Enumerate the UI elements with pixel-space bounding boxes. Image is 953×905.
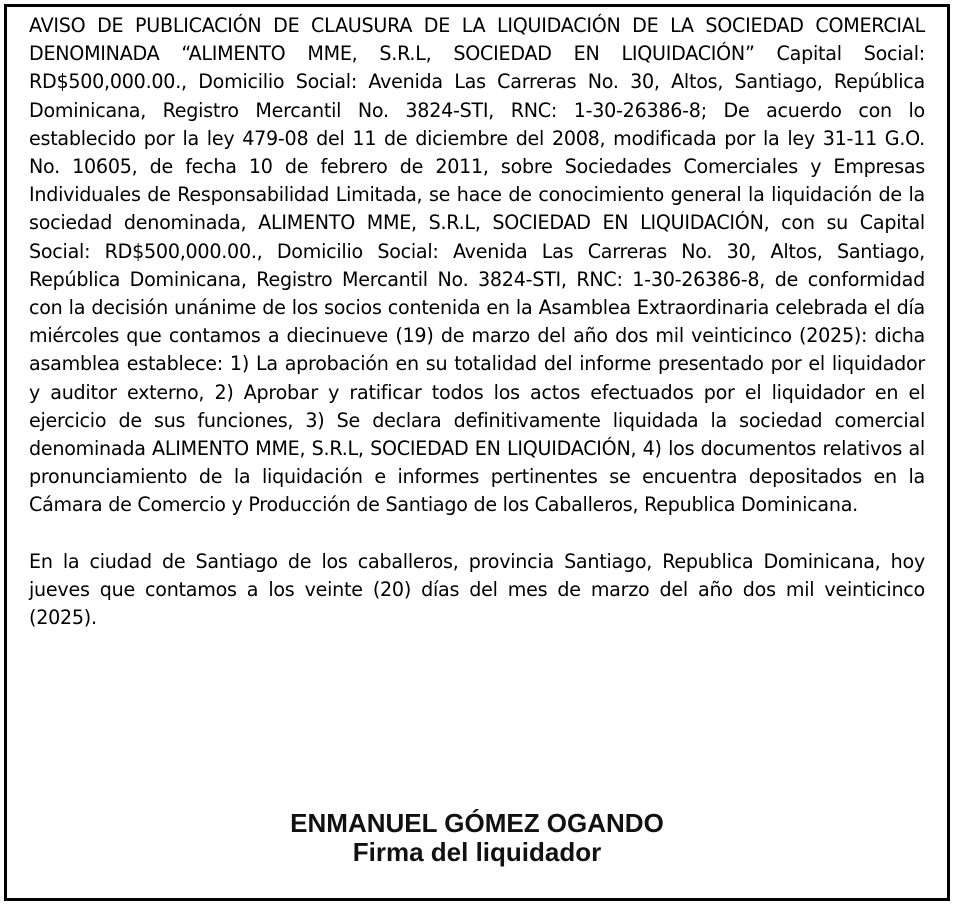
signer-name: ENMANUEL GÓMEZ OGANDO (290, 808, 664, 838)
notice-frame (4, 4, 950, 901)
notice-closing-paragraph: En la ciudad de Santiago de los caballeros, provincia Santiago, Republica Dominicana, hoy jueves que contamos a los veinte (20) días del mes de marzo del año dos mil veinticinco (2025). (29, 549, 925, 630)
notice-body (29, 12, 925, 632)
notice-main-paragraph: AVISO DE PUBLICACIÓN DE CLAUSURA DE LA LIQUIDACIÓN DE LA SOCIEDAD COMERCIAL DENOMINADA “ALIMENTO MME, S.R.L, SOCIEDAD EN LIQUIDACIÓN” Capital Social: RD$500,000.00., Domicilio Social: Avenida Las Carreras No. 30, Altos, Santiago, República Dominicana, Registro Mercantil No. 3824-STI, RNC: 1-30-26386-8; De acuerdo con lo establecido por la ley 479-08 del 11 de diciembre del 2008, modificada por la ley 31-11 G.O. No. 10605, de fecha 10 de febrero de 2011, sobre Sociedades Comerciales y Empresas Individuales de Responsabilidad Limitada, se hace de conocimiento general la liquidación de la sociedad denominada, ALIMENTO MME, S.R.L, SOCIEDAD EN LIQUIDACIÓN, con su Capital Social: RD$500,000.00., Domicilio Social: Avenida Las Carreras No. 30, Altos, Santiago, República Dominicana, Registro Mercantil No. 3824-STI, RNC: 1-30-26386-8, de conformidad con la decisión unánime de los socios contenida en la Asamblea Extraordinaria celebrada el día miércoles que contamos a diecinueve (19) de marzo del año dos mil veinticinco (2025): dicha asamblea establece: 1) La aprobación en su totalidad del informe presentado por el liquidador y auditor externo, 2) Aprobar y ratificar todos los actos efectuados por el liquidador en el ejercicio de sus funciones, 3) Se declara definitivamente liquidada la sociedad comercial denominada ALIMENTO MME, S.R.L, SOCIEDAD EN LIQUIDACIÓN, 4) los documentos relativos al pronunciamiento de la liquidación e informes pertinentes se encuentra depositados en la Cámara de Comercio y Producción de Santiago de los Caballeros, Republica Dominicana. (29, 14, 925, 517)
signature-block (7, 809, 947, 867)
signer-role: Firma del liquidador (352, 837, 602, 867)
